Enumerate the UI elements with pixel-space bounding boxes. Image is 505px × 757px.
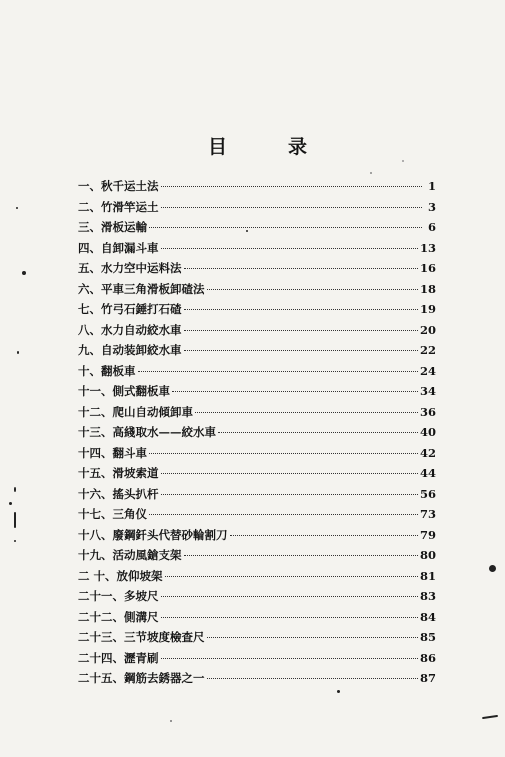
toc-entry-number: 十一 xyxy=(78,384,101,398)
scan-speck xyxy=(14,487,16,492)
toc-entry-page-number: 6 xyxy=(427,220,436,234)
toc-entry xyxy=(78,670,436,691)
toc-dot-leader xyxy=(161,494,418,495)
toc-entry-title: 秋千运土法 xyxy=(101,179,159,193)
toc-dot-leader xyxy=(149,227,422,228)
toc-entry xyxy=(78,650,436,671)
toc-dot-leader xyxy=(149,514,418,515)
toc-entry-number: 十三 xyxy=(78,425,101,439)
toc-entry-separator: 、 xyxy=(105,568,117,583)
toc-dot-leader xyxy=(207,678,418,679)
toc-entry-separator: 、 xyxy=(101,384,113,398)
toc-entry-page-number: 79 xyxy=(419,527,436,542)
toc-entry xyxy=(78,383,436,404)
toc-entry-page-number: 36 xyxy=(419,404,436,419)
toc-entry-title: 滑板运輸 xyxy=(101,220,147,234)
toc-entry-title: 廢鋼釺头代替砂輪割刀 xyxy=(112,527,228,542)
toc-entry-page-number: 81 xyxy=(419,568,436,583)
toc-entry-number: 十 xyxy=(78,363,90,378)
toc-entry-title: 竹滑竿运土 xyxy=(101,199,159,214)
toc-entry xyxy=(78,568,436,589)
scan-speck xyxy=(14,540,16,542)
toc-entry-title: 自动装卸絞水車 xyxy=(101,343,182,357)
scan-speck xyxy=(246,230,248,232)
toc-entry-title: 三角仪 xyxy=(112,507,147,521)
toc-entry-separator: 、 xyxy=(112,671,124,685)
toc-dot-leader xyxy=(161,207,423,208)
toc-entry xyxy=(78,322,436,343)
toc-entry-separator: 、 xyxy=(101,548,113,562)
toc-entry-number: 二 十 xyxy=(78,568,106,583)
toc-entry-title: 多坡尺 xyxy=(124,589,159,603)
toc-entry-page-number: 19 xyxy=(419,302,436,316)
toc-dot-leader xyxy=(165,576,418,577)
toc-entry-title: 側溝尺 xyxy=(124,609,159,624)
toc-entry xyxy=(78,588,436,609)
toc-entry-page-number: 16 xyxy=(419,261,436,275)
scan-speck xyxy=(337,690,340,693)
table-of-contents xyxy=(78,178,436,691)
scan-speck xyxy=(9,502,12,505)
toc-entry-separator: 、 xyxy=(101,425,113,439)
toc-dot-leader xyxy=(184,330,418,331)
toc-entry-separator: 、 xyxy=(112,609,124,624)
toc-entry-page-number: 40 xyxy=(419,425,436,439)
toc-entry-title: 翻斗車 xyxy=(112,445,147,460)
toc-entry-title: 竹弓石錘打石碴 xyxy=(101,302,182,316)
toc-entry-title: 翻板車 xyxy=(101,363,136,378)
title-char-2: 录 xyxy=(288,136,308,158)
toc-entry-separator: 、 xyxy=(89,261,101,275)
toc-entry-page-number: 73 xyxy=(419,507,436,521)
toc-dot-leader xyxy=(161,658,418,659)
toc-entry-number: 四 xyxy=(78,240,90,255)
toc-dot-leader xyxy=(184,309,418,310)
toc-entry-separator: 、 xyxy=(89,281,101,296)
toc-entry-number: 十八 xyxy=(78,527,101,542)
toc-dot-leader xyxy=(184,350,418,351)
toc-entry xyxy=(78,506,436,527)
toc-entry-number: 五 xyxy=(78,261,90,275)
toc-entry xyxy=(78,219,436,240)
toc-entry-title: 爬山自动傾卸車 xyxy=(112,404,193,419)
toc-entry xyxy=(78,260,436,281)
toc-entry-separator: 、 xyxy=(89,220,101,234)
toc-entry-separator: 、 xyxy=(101,466,113,480)
toc-dot-leader xyxy=(218,432,418,433)
toc-entry-number: 二 xyxy=(78,199,90,214)
toc-entry-page-number: 24 xyxy=(419,363,436,378)
toc-dot-leader xyxy=(138,371,418,372)
toc-entry xyxy=(78,178,436,199)
toc-entry-separator: 、 xyxy=(89,322,101,337)
toc-entry-page-number: 86 xyxy=(419,650,436,665)
toc-entry-number: 二十三 xyxy=(78,630,113,644)
scan-speck xyxy=(14,512,16,528)
toc-entry-page-number: 80 xyxy=(419,548,436,562)
toc-entry-page-number: 44 xyxy=(419,466,436,480)
toc-dot-leader xyxy=(161,186,423,187)
toc-entry-title: 滑坡索道 xyxy=(112,466,159,480)
toc-entry-title: 三节坡度檢查尺 xyxy=(124,630,205,644)
toc-entry-separator: 、 xyxy=(89,302,101,316)
toc-entry-page-number: 34 xyxy=(419,384,436,398)
toc-entry-title: 高綫取水——絞水車 xyxy=(112,425,216,439)
toc-entry-separator: 、 xyxy=(89,199,101,214)
toc-entry-title: 鋼筋去銹器之一 xyxy=(124,671,205,685)
toc-entry xyxy=(78,342,436,363)
toc-entry-number: 八 xyxy=(78,322,90,337)
toc-entry xyxy=(78,609,436,630)
toc-entry-title: 瀝青刷 xyxy=(124,650,159,665)
toc-dot-leader xyxy=(149,453,418,454)
toc-entry xyxy=(78,445,436,466)
toc-entry-page-number: 42 xyxy=(419,445,436,460)
toc-entry xyxy=(78,547,436,568)
toc-entry-separator: 、 xyxy=(89,363,101,378)
toc-entry-page-number: 13 xyxy=(419,240,436,255)
toc-entry-page-number: 87 xyxy=(419,671,436,685)
toc-entry-page-number: 18 xyxy=(419,281,436,296)
toc-entry-number: 一 xyxy=(78,179,90,193)
toc-entry-page-number: 3 xyxy=(427,199,436,214)
scan-speck xyxy=(482,715,498,719)
toc-entry-separator: 、 xyxy=(112,589,124,603)
scan-speck xyxy=(170,720,172,722)
scan-speck xyxy=(402,160,404,162)
toc-entry-page-number: 1 xyxy=(427,179,436,193)
toc-entry xyxy=(78,363,436,384)
toc-entry-title: 平車三角滑板卸碴法 xyxy=(101,281,205,296)
toc-entry-separator: 、 xyxy=(112,630,124,644)
toc-dot-leader xyxy=(230,535,418,536)
title-char-1: 目 xyxy=(208,136,228,158)
toc-dot-leader xyxy=(184,555,418,556)
toc-entry-number: 十五 xyxy=(78,466,101,480)
toc-entry-number: 三 xyxy=(78,220,90,234)
toc-dot-leader xyxy=(207,289,418,290)
toc-entry-separator: 、 xyxy=(101,445,113,460)
toc-entry xyxy=(78,629,436,650)
toc-entry xyxy=(78,240,436,261)
toc-entry-title: 水力空中运料法 xyxy=(101,261,182,275)
toc-entry-number: 六 xyxy=(78,281,90,296)
toc-entry xyxy=(78,301,436,322)
toc-entry-page-number: 20 xyxy=(419,322,436,337)
toc-entry-number: 十九 xyxy=(78,548,101,562)
toc-entry-page-number: 56 xyxy=(419,486,436,501)
toc-entry-page-number: 85 xyxy=(419,630,436,644)
toc-entry-number: 十二 xyxy=(78,404,101,419)
toc-entry-separator: 、 xyxy=(89,179,101,193)
toc-entry xyxy=(78,486,436,507)
toc-entry-number: 十六 xyxy=(78,486,101,501)
toc-entry-number: 九 xyxy=(78,343,90,357)
toc-dot-leader xyxy=(195,412,418,413)
scan-speck xyxy=(489,565,496,572)
toc-entry-separator: 、 xyxy=(101,507,113,521)
scan-speck xyxy=(370,172,372,174)
toc-entry-number: 二十二 xyxy=(78,609,113,624)
toc-entry-number: 十七 xyxy=(78,507,101,521)
toc-entry xyxy=(78,465,436,486)
toc-entry-title: 放仰坡架 xyxy=(116,568,163,583)
toc-entry-title: 搖头扒杆 xyxy=(112,486,159,501)
toc-entry-title: 水力自动絞水車 xyxy=(101,322,182,337)
toc-entry-separator: 、 xyxy=(112,650,124,665)
toc-entry-page-number: 22 xyxy=(419,343,436,357)
toc-entry-separator: 、 xyxy=(89,343,101,357)
toc-entry-number: 二十五 xyxy=(78,671,113,685)
toc-dot-leader xyxy=(161,617,418,618)
toc-entry-page-number: 84 xyxy=(419,609,436,624)
toc-entry-separator: 、 xyxy=(89,240,101,255)
scan-speck xyxy=(16,207,18,209)
toc-entry-number: 十四 xyxy=(78,445,101,460)
page-title xyxy=(0,132,505,160)
scan-speck xyxy=(17,351,19,354)
toc-entry-title: 自卸漏斗車 xyxy=(101,240,159,255)
toc-entry xyxy=(78,404,436,425)
toc-dot-leader xyxy=(161,596,418,597)
toc-entry xyxy=(78,199,436,220)
toc-dot-leader xyxy=(161,248,418,249)
toc-dot-leader xyxy=(184,268,418,269)
scan-speck xyxy=(22,271,26,275)
toc-entry xyxy=(78,424,436,445)
toc-entry-separator: 、 xyxy=(101,404,113,419)
toc-entry xyxy=(78,527,436,548)
toc-entry-number: 七 xyxy=(78,302,90,316)
toc-entry-title: 側式翻板車 xyxy=(112,384,170,398)
toc-entry xyxy=(78,281,436,302)
toc-entry-separator: 、 xyxy=(101,527,113,542)
toc-entry-page-number: 83 xyxy=(419,589,436,603)
toc-entry-title: 活动風鎗支架 xyxy=(112,548,182,562)
toc-dot-leader xyxy=(207,637,418,638)
toc-entry-separator: 、 xyxy=(101,486,113,501)
toc-entry-number: 二十一 xyxy=(78,589,113,603)
toc-entry-number: 二十四 xyxy=(78,650,113,665)
toc-dot-leader xyxy=(161,473,418,474)
toc-dot-leader xyxy=(172,391,418,392)
